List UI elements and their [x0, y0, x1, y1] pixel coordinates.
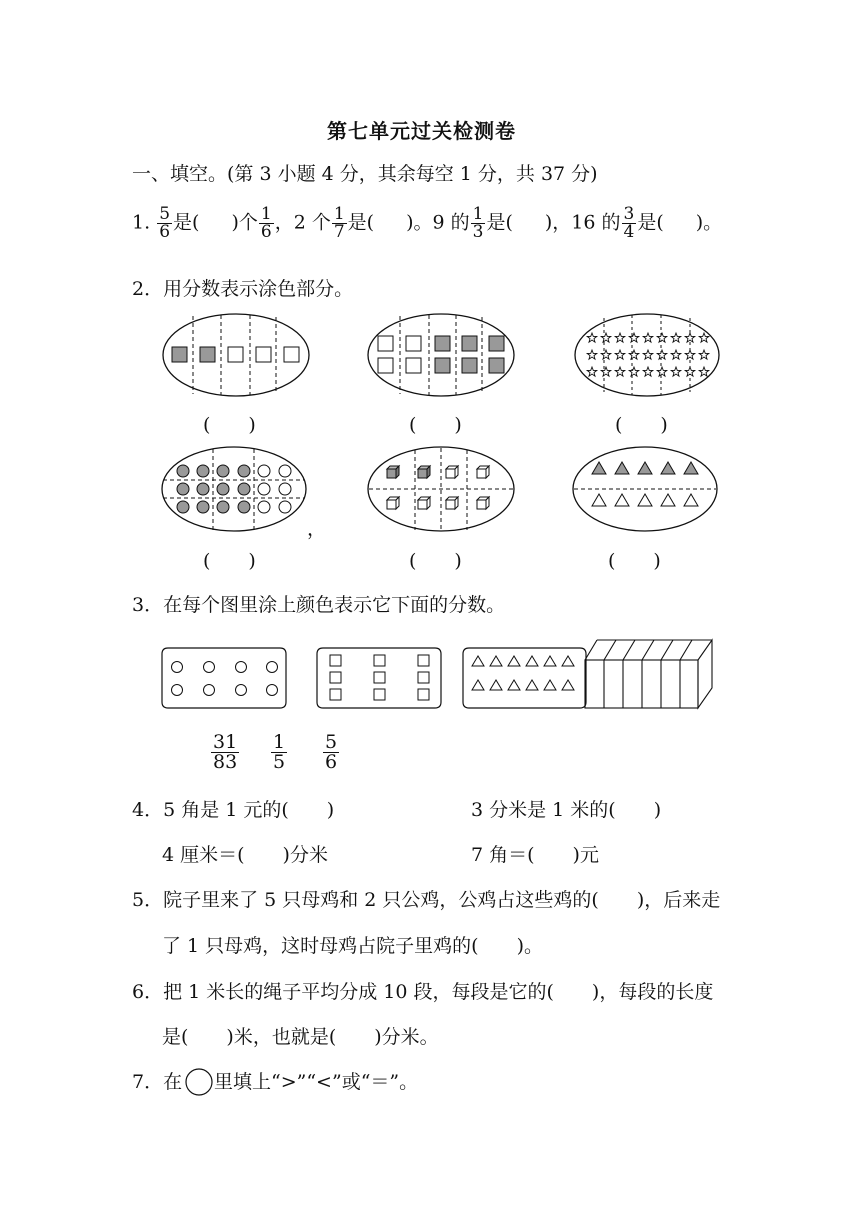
section-heading: 一、填空。(第 3 小题 4 分，其余每空 1 分，共 37 分) [132, 163, 598, 185]
question-7-b: 里填上“>”“<”或“＝”。 [214, 1071, 419, 1093]
question-6-line2: 是( )米，也就是( )分米。 [162, 1026, 439, 1048]
figure-ellipse-squares-1 [163, 314, 309, 396]
question-7-a: 7．在 [132, 1071, 183, 1093]
answer-paren[interactable]: ( ) [203, 414, 256, 436]
question-4d: 7 角＝( )元 [471, 844, 599, 866]
figure-ellipse-circles [162, 447, 306, 531]
figure-ellipse-cubes [368, 447, 514, 531]
comma: ， [307, 518, 327, 540]
q3-fraction-1: $\frac{31}{83}$ [213, 731, 238, 773]
compare-circle-icon [186, 1069, 212, 1095]
fraction: $\frac{1}{7}$ [333, 204, 345, 242]
page-title: 第七单元过关检测卷 [327, 119, 516, 143]
question-5-line2: 了 1 只母鸡，这时母鸡占院子里鸡的( )。 [162, 935, 543, 957]
q3-figure-triangles [463, 648, 586, 708]
question-3-text: 3．在每个图里涂上颜色表示它下面的分数。 [132, 594, 506, 616]
question-6-line1: 6．把 1 米长的绳子平均分成 10 段，每段是它的( )，每段的长度 [132, 981, 714, 1003]
q3-fraction-2: $\frac{1}{5}$ [273, 731, 286, 773]
q3-figure-prism [585, 640, 712, 708]
answer-paren[interactable]: ( ) [409, 550, 462, 572]
figure-ellipse-triangles [573, 447, 717, 531]
q3-fraction-3: $\frac{5}{6}$ [325, 731, 338, 773]
fraction: $\frac{5}{6}$ [159, 204, 171, 242]
question-4c: 4 厘米＝( )分米 [162, 844, 328, 866]
figure-ellipse-squares-2 [368, 314, 514, 396]
fraction: $\frac{1}{6}$ [260, 204, 272, 242]
question-5-line1: 5．院子里来了 5 只母鸡和 2 只公鸡，公鸡占这些鸡的( )，后来走 [132, 889, 721, 911]
figure-ellipse-stars [575, 314, 719, 396]
answer-paren[interactable]: ( ) [203, 550, 256, 572]
fraction: $\frac{3}{4}$ [623, 204, 635, 242]
q3-figure-squares [317, 648, 441, 708]
question-1: 1. $\frac{5}{6}$ 是( )个 $\frac{1}{6}$ ，2 个 $\frac{1}{7}$ 是( )。9 的 $\frac{1}{3}$ 是( )，16 的 $\frac{3}{4}$ 是( )。 [132, 204, 723, 242]
answer-paren[interactable]: ( ) [409, 414, 462, 436]
answer-paren[interactable]: ( ) [615, 414, 668, 436]
question-4b: 3 分米是 1 米的( ) [471, 799, 662, 821]
question-2-text: 2．用分数表示涂色部分。 [132, 278, 354, 300]
question-4a: 4．5 角是 1 元的( ) [132, 799, 335, 821]
fraction: $\frac{1}{3}$ [472, 204, 484, 242]
answer-paren[interactable]: ( ) [608, 550, 661, 572]
q3-figure-circles [162, 648, 286, 708]
